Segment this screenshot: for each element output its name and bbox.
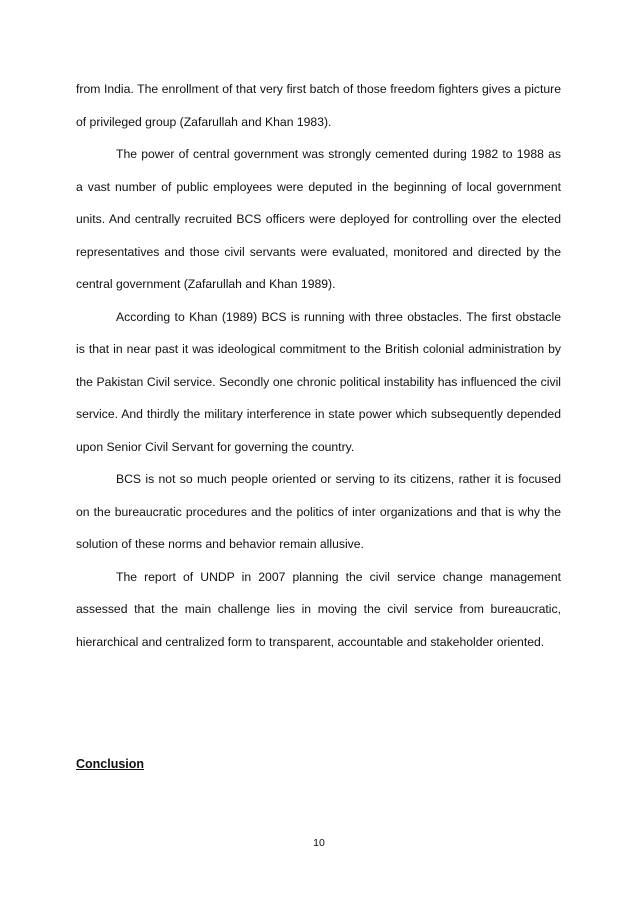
paragraph-people-oriented: BCS is not so much people oriented or serving to its citizens, rather it is focused on the bureaucratic procedures and the politics of inter organizations and that is why the solution of these norms and behavior remain allusive.	[76, 472, 561, 551]
paragraph-continuation: from India. The enrollment of that very first batch of those freedom fighters gives a picture of privileged group (Zafarullah and Khan 1983).	[76, 82, 561, 129]
paragraph-three-obstacles: According to Khan (1989) BCS is running with three obstacles. The first obstacle is that in near past it was ideological commitment to the British colonial administration by the Pakistan Civil service. Secondly one chronic political instability has influenced the civil service. And thirdly the military interference in state power which subsequently depended upon Senior Civil Servant for governing the country.	[76, 309, 561, 454]
body-text	[76, 73, 561, 658]
paragraph-undp-report: The report of UNDP in 2007 planning the civil service change management assessed that the main challenge lies in moving the civil service from bureaucratic, hierarchical and centralized form to transparent, accountable and stakeholder oriented.	[76, 569, 561, 649]
section-heading-conclusion: Conclusion	[76, 757, 145, 771]
page-number: 10	[313, 837, 325, 849]
paragraph-central-government: The power of central government was strongly cemented during 1982 to 1988 as a vast number of public employees were deputed in the beginning of local government units. And centrally recruited BCS officers were deployed for controlling over the elected representatives and those civil servants were evaluated, monitored and directed by the central government (Zafarullah and Khan 1989).	[76, 147, 561, 291]
